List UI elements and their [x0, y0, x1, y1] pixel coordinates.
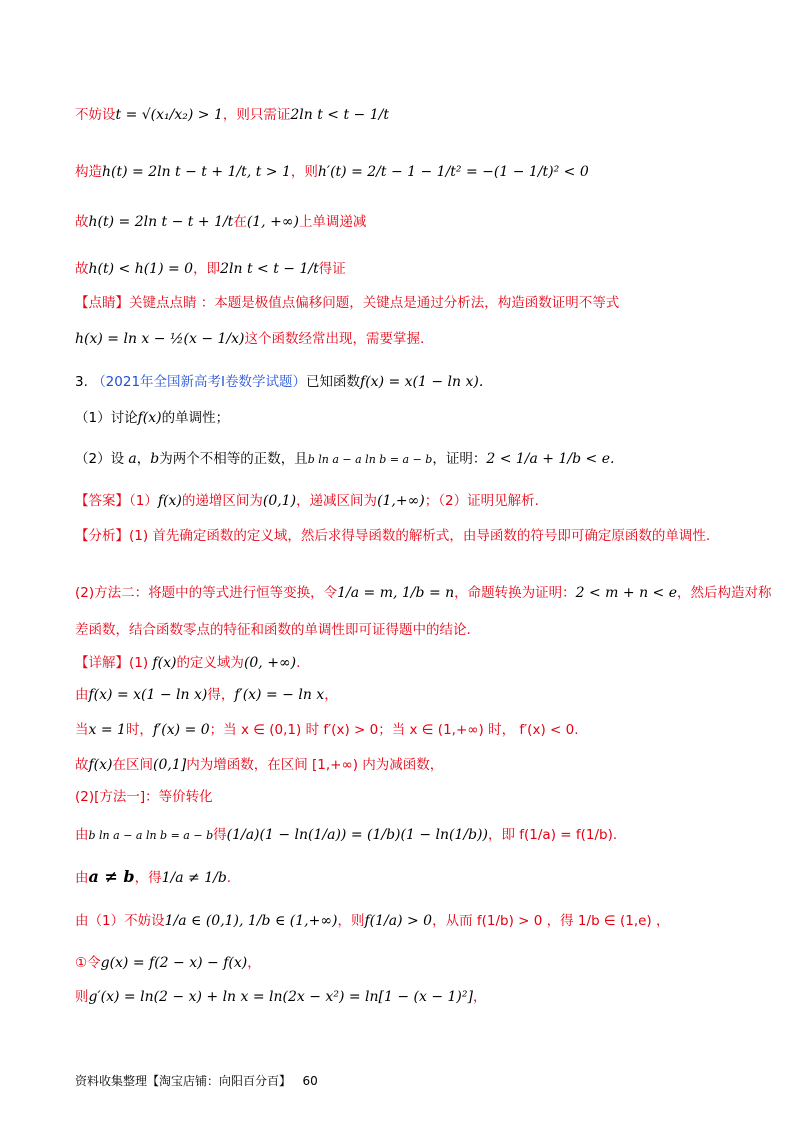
math-expression: f′(x) = 0	[152, 722, 210, 738]
page-number: 60	[302, 1074, 318, 1088]
detail-text: 内为增函数，在区间 [1,+∞) 内为减函数，	[186, 757, 444, 773]
detail-text: ，得	[134, 870, 162, 886]
math-expression: g(x) = f(2 − x) − f(x)	[100, 955, 248, 971]
analysis-text: (1) 首先确定函数的定义域，然后求得导函数的解析式，由导函数的符号即可确定原函数的单调性.	[129, 528, 711, 544]
math-expression: (0, +∞)	[243, 655, 297, 671]
method-text: ，然后构造对称	[677, 585, 772, 601]
detail-text: 的定义域为	[176, 655, 244, 671]
detail-lead: ①令	[75, 955, 101, 971]
math-expression: b	[150, 451, 160, 467]
method-two-line	[75, 621, 730, 639]
proof-line-tail: 在	[233, 214, 247, 230]
detail-lead: 当	[75, 722, 89, 738]
answer-text: ，递减区间为	[296, 493, 378, 509]
math-expression: f(x) = x(1 − ln x).	[360, 374, 484, 390]
proof-line	[75, 106, 730, 124]
proof-line-tail: 得证	[318, 261, 346, 277]
part-label: （1）讨论	[75, 410, 138, 426]
math-expression: (1, +∞)	[246, 214, 299, 230]
detail-lead: (2)[方法一]：等价转化	[75, 789, 213, 805]
math-expression: 1/a = m, 1/b = n	[337, 585, 455, 601]
detail-text: ，则	[337, 913, 365, 929]
problem-number: 3.	[75, 374, 88, 390]
math-expression: f(x)	[137, 410, 162, 426]
detail-line	[75, 721, 730, 739]
detail-text: .	[226, 870, 232, 886]
point-text: 这个函数经常出现，需要掌握.	[244, 331, 425, 347]
detail-line	[75, 868, 730, 887]
detail-text: ，	[324, 687, 338, 703]
problem-stem: 已知函数	[306, 374, 361, 390]
detail-lead: 故	[75, 757, 89, 773]
detail-line	[75, 988, 730, 1006]
detail-lead: 由（1）不妨设	[75, 913, 165, 929]
math-expression: (1/a)(1 − ln(1/a)) = (1/b)(1 − ln(1/b))	[226, 827, 488, 843]
detail-text: 在区间	[112, 757, 154, 773]
math-expression: f(1/a) > 0	[364, 913, 433, 929]
problem-part-1	[75, 409, 730, 427]
answer-line	[75, 492, 730, 510]
answer-tag: 【答案】	[75, 493, 129, 509]
detail-lead: 由	[75, 687, 89, 703]
method-text: 差函数，结合函数零点的特征和函数的单调性即可证得题中的结论.	[75, 622, 471, 638]
math-expression: f(x)	[152, 655, 177, 671]
math-expression: 2ln t < t − 1/t	[290, 107, 389, 123]
detail-line	[75, 686, 730, 704]
math-expression: f(x)	[157, 493, 182, 509]
math-expression: t = √(x₁/x₂) > 1	[115, 107, 223, 123]
math-expression: 1/a ∈ (0,1), 1/b ∈ (1,+∞)	[164, 913, 338, 929]
detail-line	[75, 826, 730, 845]
proof-line-lead: 故	[75, 261, 89, 277]
method-text: (2)方法二：将题中的等式进行恒等变换，令	[75, 585, 338, 601]
analysis-tag: 【分析】	[75, 528, 129, 544]
detail-text: 得	[213, 827, 227, 843]
math-expression: x = 1	[88, 722, 126, 738]
detail-lead: 【详解】(1)	[75, 655, 153, 671]
detail-text: .	[296, 655, 301, 671]
answer-text: 的递增区间为	[181, 493, 263, 509]
part-text: ，证明：	[432, 451, 487, 467]
detail-lead: 由	[75, 870, 89, 886]
page-footer	[75, 1072, 318, 1089]
answer-text: ；（2）证明见解析.	[424, 493, 539, 509]
detail-line	[75, 756, 730, 774]
proof-line	[75, 163, 730, 181]
proof-line-tail: ，则	[290, 164, 318, 180]
detail-text: ；当 x ∈ (0,1) 时 f′(x) > 0；当 x ∈ (1,+∞) 时， f′(x) < 0.	[209, 722, 579, 738]
proof-line-lead: 不妨设	[75, 107, 116, 123]
math-expression: a ≠ b	[88, 867, 135, 886]
method-two-line	[75, 584, 772, 602]
proof-line-tail: ，则只需证	[222, 107, 291, 123]
detail-line	[75, 954, 730, 972]
proof-line-tail: 上单调递减	[298, 214, 367, 230]
proof-line	[75, 260, 730, 278]
math-expression: h(t) = 2ln t − t + 1/t	[88, 214, 234, 230]
point-note-cont	[75, 330, 730, 348]
point-note	[75, 294, 730, 312]
math-expression: (0,1]	[153, 757, 187, 773]
answer-text: （1）	[129, 493, 158, 509]
math-expression: (1,+∞)	[377, 493, 425, 509]
math-expression: 2 < m + n < e	[575, 585, 678, 601]
detail-line	[75, 654, 730, 672]
detail-lead: 由	[75, 827, 89, 843]
proof-line	[75, 213, 730, 231]
math-expression: f′(x) = − ln x	[234, 687, 325, 703]
proof-line-lead: 故	[75, 214, 89, 230]
problem-statement	[75, 373, 730, 391]
math-expression: h(t) < h(1) = 0	[88, 261, 194, 277]
math-expression: h(t) = 2ln t − t + 1/t, t > 1	[102, 164, 291, 180]
math-expression: b ln a − a ln b = a − b	[307, 453, 433, 466]
math-expression: 1/a ≠ 1/b	[161, 870, 227, 886]
analysis-block	[75, 524, 730, 549]
detail-line	[75, 912, 730, 930]
math-expression: f(x) = x(1 − ln x)	[88, 687, 208, 703]
part-text: 的单调性；	[161, 410, 230, 426]
detail-text: 得，	[207, 687, 235, 703]
part-text: 为两个不相等的正数，且	[159, 451, 308, 467]
math-expression: a	[128, 451, 137, 467]
math-expression: 2 < 1/a + 1/b < e.	[486, 451, 615, 467]
problem-part-2: （2）设 a，b为两个不相等的正数，且b ln a − a ln b = a − b，证明：2 < 1/a + 1/b < e.	[75, 451, 615, 467]
math-expression: f(x)	[88, 757, 113, 773]
footer-source: 资料收集整理【淘宝店铺：向阳百分百】	[75, 1074, 292, 1088]
math-expression: b ln a − a ln b = a − b	[88, 829, 214, 842]
math-expression: h′(t) = 2/t − 1 − 1/t² = −(1 − 1/t)² < 0	[317, 164, 589, 180]
detail-text: ，从而 f(1/b) > 0 ，得 1/b ∈ (1,e) ，	[432, 913, 670, 929]
math-expression: g′(x) = ln(2 − x) + ln x = ln(2x − x²) = ln[1 − (x − 1)²]	[88, 989, 473, 1005]
math-expression: 2ln t < t − 1/t	[220, 261, 319, 277]
proof-line-lead: 构造	[75, 164, 102, 180]
part-label: （2）设	[75, 451, 125, 467]
point-tag: 【点睛】	[75, 295, 129, 311]
detail-text: ，	[472, 989, 487, 1005]
detail-text: ，即 f(1/a) = f(1/b).	[487, 827, 618, 843]
proof-line-tail: ，即	[193, 261, 221, 277]
method-text: ，命题转换为证明：	[454, 585, 576, 601]
detail-line	[75, 788, 730, 806]
detail-lead: 则	[75, 989, 89, 1005]
detail-text: 时，	[125, 722, 153, 738]
problem-source: （2021年全国新高考Ⅰ卷数学试题）	[92, 374, 307, 390]
detail-text: ，	[247, 955, 261, 971]
point-text: 关键点点睛 ：本题是极值点偏移问题，关键点是通过分析法，构造函数证明不等式	[129, 295, 620, 311]
math-expression: (0,1)	[262, 493, 297, 509]
math-expression: h(x) = ln x − ½(x − 1/x)	[75, 331, 245, 347]
